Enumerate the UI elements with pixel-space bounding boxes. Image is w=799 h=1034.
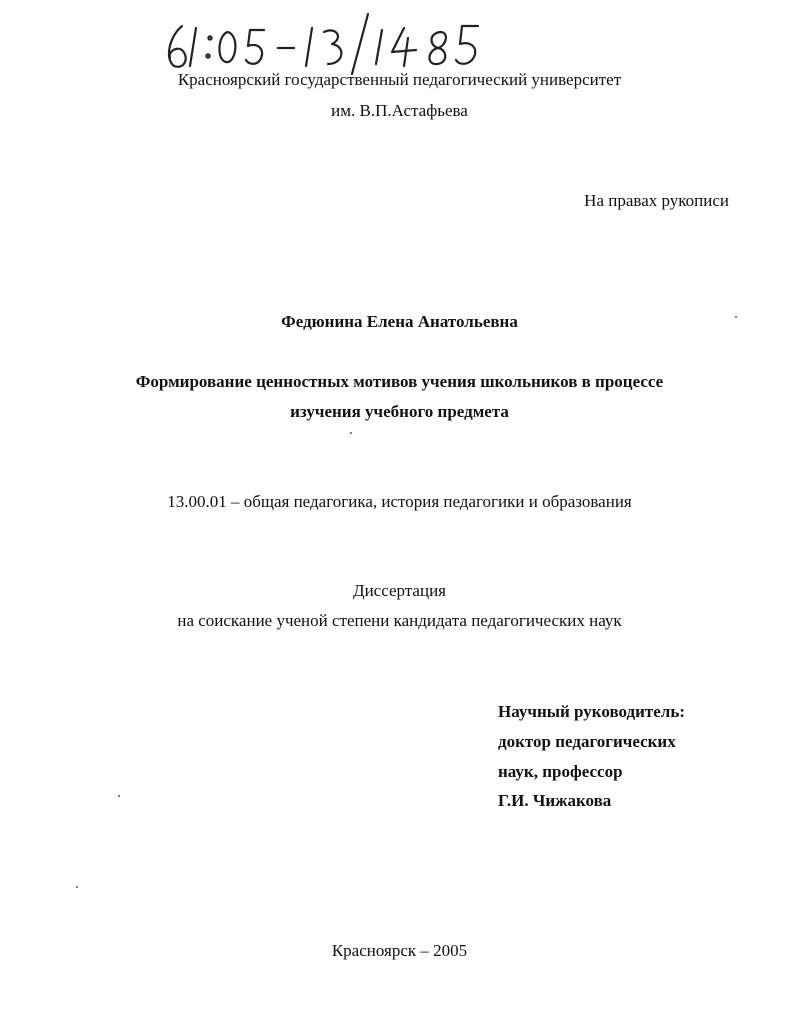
supervisor-degree-line1: доктор педагогических — [498, 732, 676, 751]
supervisor-label: Научный руководитель: — [498, 702, 685, 721]
scan-speck — [76, 886, 78, 888]
degree-sought: на соискание ученой степени кандидата педагогических наук — [177, 611, 622, 630]
archive-code-handwriting — [160, 8, 540, 78]
specialty-code: 13.00.01 – общая педагогика, история педагогики и образования — [167, 492, 632, 511]
scan-speck — [118, 795, 120, 797]
university-named-after: им. В.П.Астафьева — [331, 101, 468, 120]
dissertation-title-line1: Формирование ценностных мотивов учения школьников в процессе — [135, 372, 664, 391]
supervisor-degree-line2: наук, профессор — [498, 762, 623, 781]
author-name: Федюнина Елена Анатольевна — [281, 312, 518, 331]
university-name: Красноярский государственный педагогический университет — [177, 70, 622, 89]
scan-speck — [735, 316, 737, 318]
work-type: Диссертация — [352, 581, 446, 600]
manuscript-note: На правах рукописи — [584, 191, 729, 210]
city-year: Красноярск – 2005 — [331, 941, 468, 960]
scan-speck — [350, 432, 352, 434]
supervisor-name: Г.И. Чижакова — [498, 791, 612, 810]
dissertation-title-line2: изучения учебного предмета — [290, 402, 509, 421]
